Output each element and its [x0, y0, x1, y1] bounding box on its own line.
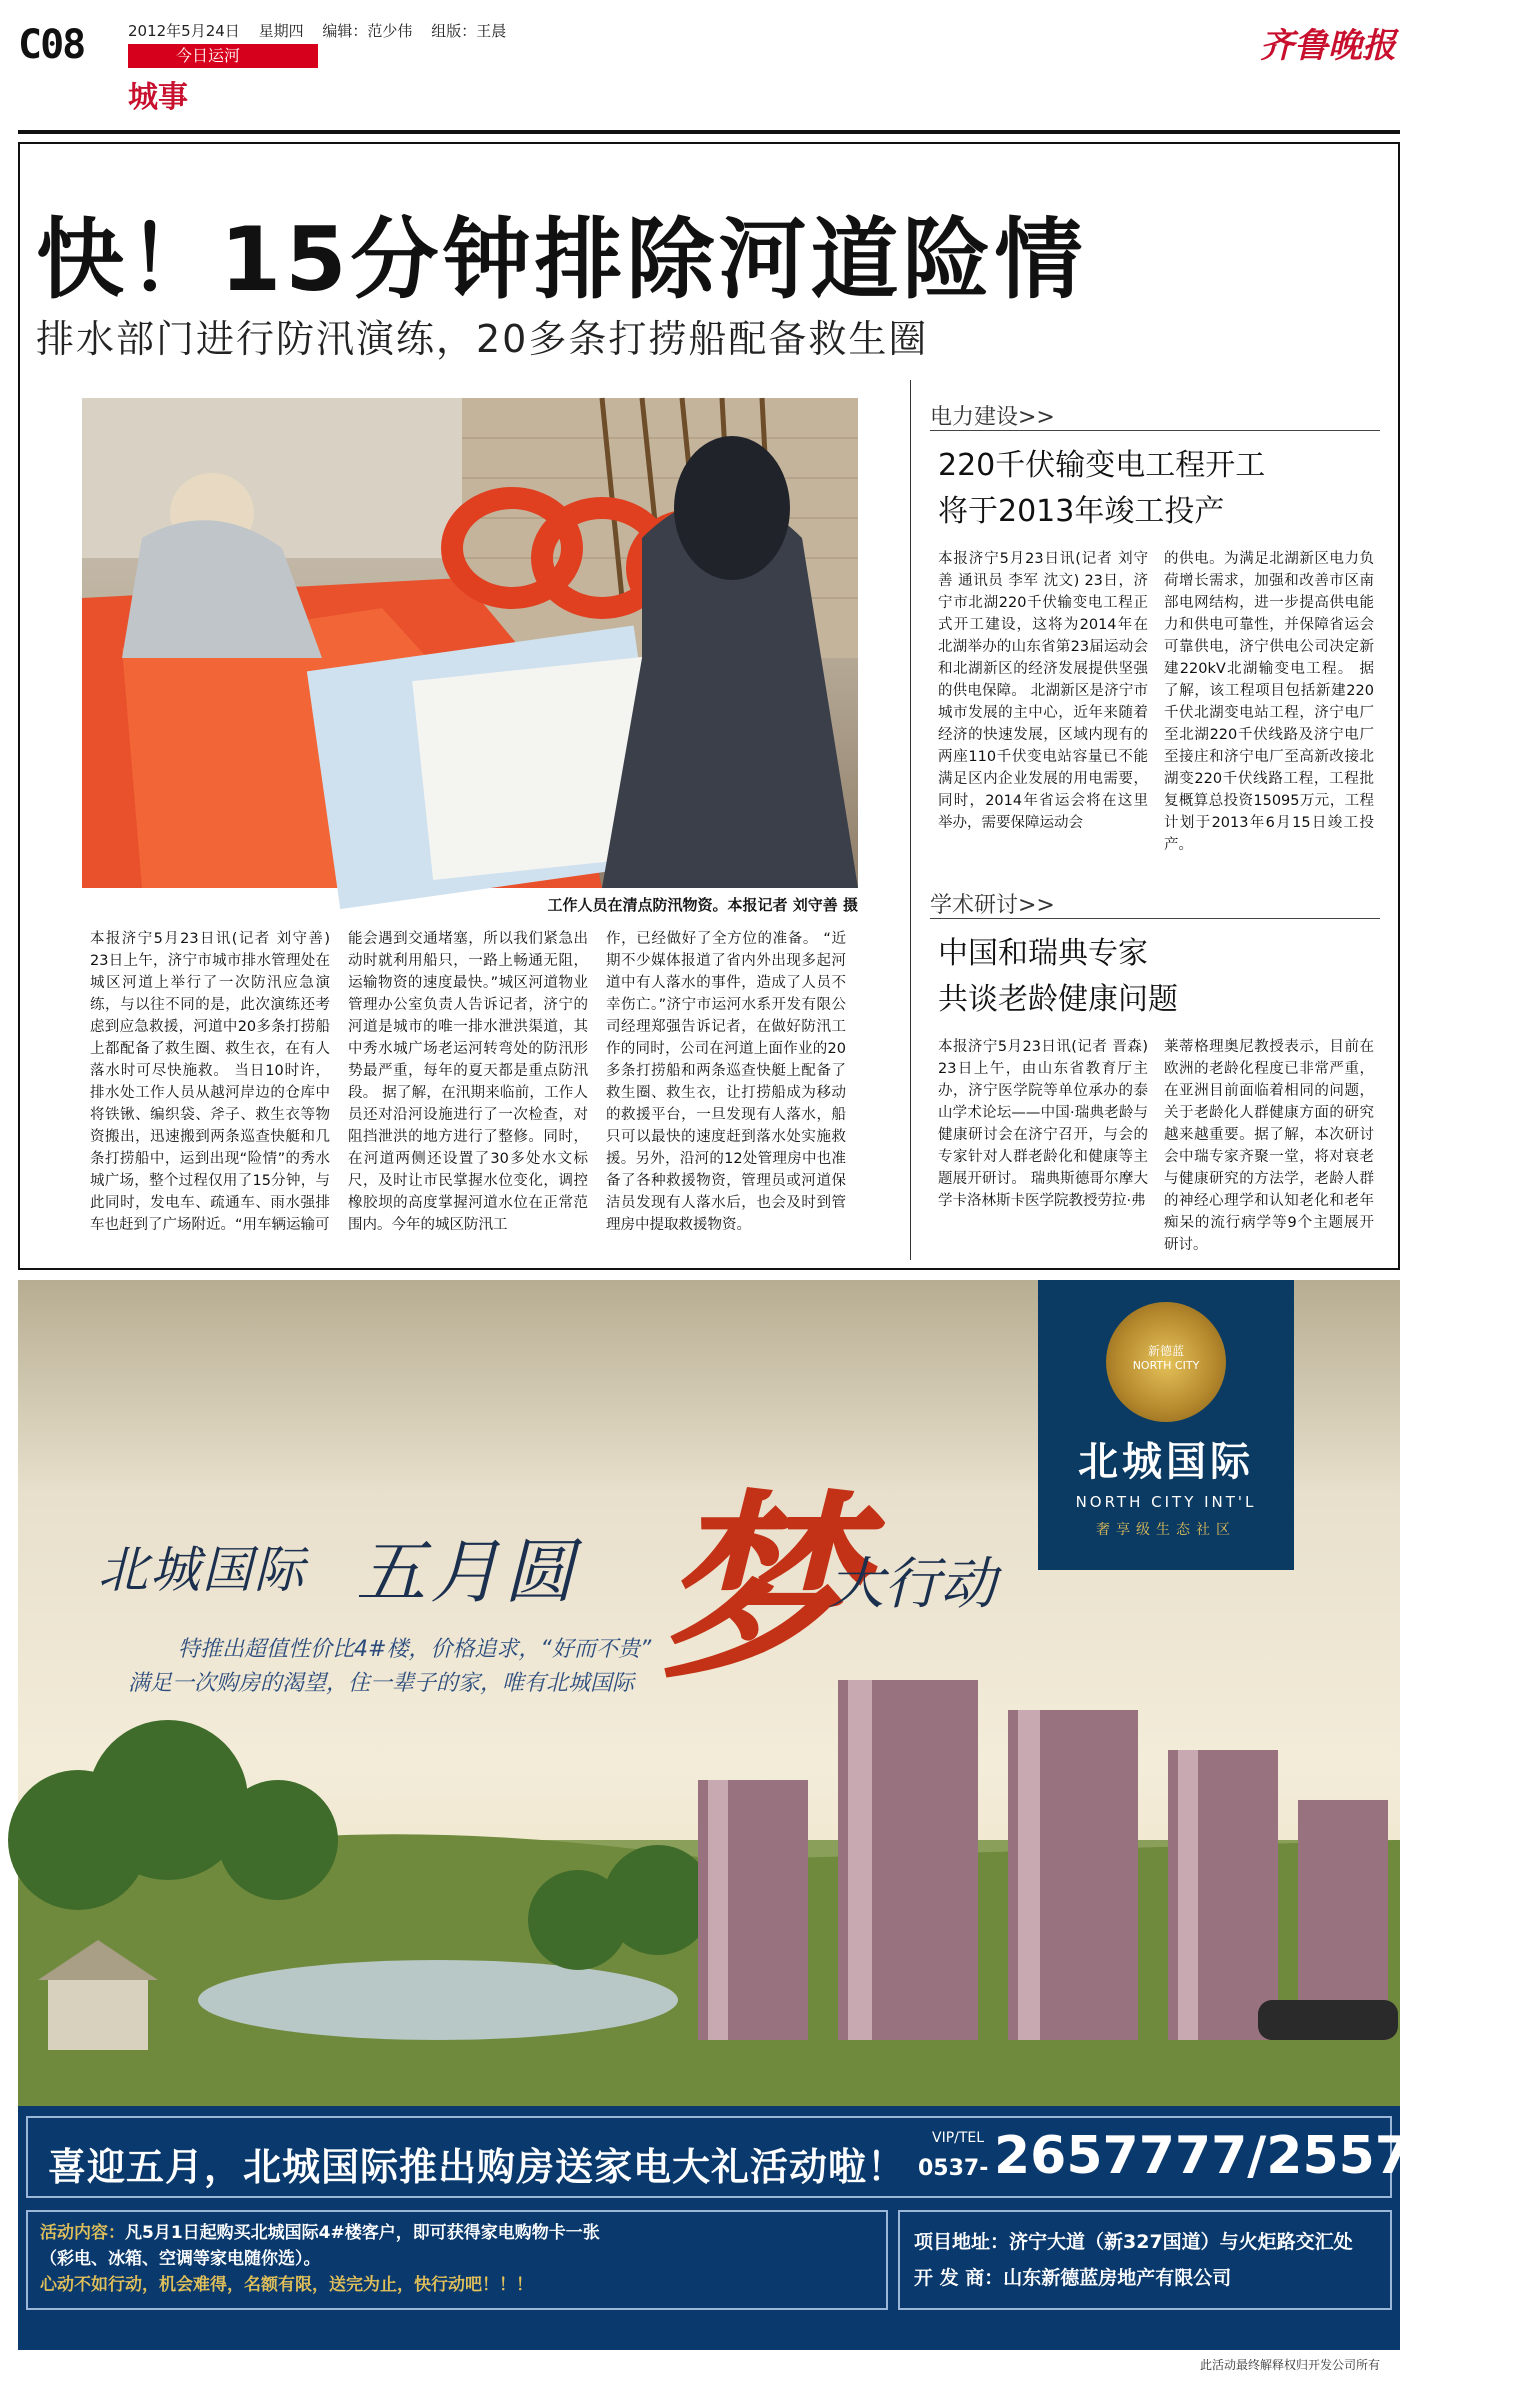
slogan-dream: 梦	[658, 1472, 859, 1707]
brand-tagline: 奢享级生态社区	[1096, 1522, 1236, 1538]
power-title-2: 将于2013年竣工投产	[938, 494, 1225, 529]
vip-label: VIP/TEL	[932, 2130, 985, 2146]
lead-column-2: 能会遇到交通堵塞，所以我们紧急出动时就利用船只，一路上畅通无阻，运输物资的速度最快。”城区河道物业管理办公室负责人告诉记者，济宁的河道是城市的唯一排水泄洪渠道，其中秀水城广场老运河转弯处的防汛形势最严重，每年的夏天都是重点防汛段。 据了解，在汛期来临前，工作人员还对沿河设施进行了一次检查，对阻挡泄洪的地方进行了整修。同时，在河道两侧还设置了30多处水文标尺，及时让市民掌握水位变化，调控橡胶坝的高度掌握河道水位在正常范围内。今年的城区防汛工	[348, 931, 588, 1233]
power-rule	[930, 430, 1380, 431]
section-tag: 今日运河	[128, 44, 318, 68]
editor-credit: 编辑：范少伟	[322, 22, 413, 40]
lead-column-1: 本报济宁5月23日讯(记者 刘守善) 23日上午，济宁市城市排水管理处在城区河道上举行了一次防汛应急演练，与以往不同的是，此次演练还考虑到应急救援，河道中20多条打捞船上都配备了救生圈、救生衣，在有人落水时可尽快施救。 当日10时许，排水处工作人员从越河岸边的仓库中将铁锹、编织袋、斧子、救生衣等物资搬出，迅速搬到两条巡查快艇和几条打捞船中，运到出现“险情”的秀水城广场，整个过程仅用了15分钟，与此同时，发电车、疏通车、雨水强排车也赶到了广场附近。“用车辆运输可	[90, 931, 330, 1233]
ad-disclaimer: 此活动最终解释权归开发公司所有	[1200, 2358, 1381, 2372]
ad-line-2: 满足一次购房的渴望，住一辈子的家，唯有北城国际	[128, 1671, 635, 1696]
lead-headline: 快！15分钟排除河道险情	[36, 208, 1087, 311]
activity-box	[26, 2210, 888, 2310]
photo-illustration	[82, 398, 858, 888]
photo-caption: 工作人员在清点防汛物资。本报记者 刘守善 摄	[547, 896, 858, 914]
academic-title-2: 共谈老龄健康问题	[938, 982, 1178, 1017]
emblem-cn: 新德蓝	[1147, 1344, 1184, 1358]
academic-kicker: 学术研讨>>	[930, 893, 1055, 918]
issue-weekday: 星期四	[258, 22, 304, 40]
activity-line-1: 凡5月1日起购买北城国际4#楼客户，即可获得家电购物卡一张	[125, 2223, 600, 2243]
developer-name: 开 发 商：山东新德蓝房地产有限公司	[914, 2267, 1232, 2289]
lead-subhead: 排水部门进行防汛演练，20多条打捞船配备救生圈	[36, 317, 929, 361]
slogan-brand: 北城国际	[98, 1541, 306, 1599]
ad-info-bar	[18, 2106, 1520, 2350]
news-photo	[82, 398, 858, 888]
activity-label: 活动内容：	[40, 2223, 125, 2243]
power-column-a: 本报济宁5月23日讯(记者 刘守善 通讯员 李军 沈文) 23日，济宁市北湖220千伏输变电工程正式开工建设，这将为2014年在北湖举办的山东省第23届运动会和北湖新区的经济发展提供坚强的供电保障。 北湖新区是济宁市城市发展的主中心，近年来随着经济的快速发展，区域内现有的两座110千伏变电站容量已不能满足区内企业发展的用电需要，同时，2014年省运会将在这里举办，需要保障运动会	[938, 551, 1148, 831]
academic-column-a: 本报济宁5月23日讯(记者 晋森) 23日上午，由山东省教育厅主办，济宁医学院等单位承办的泰山学术论坛——中国·瑞典老龄与健康研讨会在济宁召开，与会的专家针对人群老龄化和健康等主题展开研讨。 瑞典斯德哥尔摩大学卡洛林斯卡医学院教授劳拉·弗	[938, 1039, 1148, 1209]
promo-banner	[26, 2116, 1520, 2198]
real-estate-ad	[18, 1280, 1520, 2350]
contact-box	[898, 2210, 1392, 2310]
academic-rule	[930, 918, 1380, 919]
lead-column-3: 作，已经做好了全方位的准备。 “近期不少媒体报道了省内外出现多起河道中有人落水的事件，造成了人员不幸伤亡。”济宁市运河水系开发有限公司经理郑强告诉记者，在做好防汛工作的同时，公司在河道上面作业的20多条打捞船和两条巡查快艇上配备了救生圈、救生衣，让打捞船成为移动的救援平台，一旦发现有人落水，船只可以最快的速度赶到落水处实施救援。另外，沿河的12处管理房中也准备了各种救援物资，管理员或河道保洁员发现有人落水后，也会及时到管理房中提取救援物资。	[606, 931, 846, 1233]
newspaper-logo: 齐鲁晚报	[1260, 26, 1396, 66]
hotline-number: 2657777/2557777	[994, 2126, 1520, 2186]
issue-info	[128, 20, 520, 41]
power-title-1: 220千伏输变电工程开工	[938, 448, 1266, 483]
slogan-action: 大行动	[828, 1552, 996, 1617]
area-code: 0537-	[918, 2156, 989, 2181]
activity-line-2: （彩电、冰箱、空调等家电随你选）。	[40, 2249, 321, 2269]
section-title: 城事	[128, 80, 188, 115]
ad-line-1: 特推出超值性价比4#楼，价格追求，“好而不贵”	[178, 1637, 652, 1662]
layout-credit: 组版：王晨	[431, 22, 507, 40]
slogan-may: 五月圆	[356, 1531, 578, 1613]
project-address: 项目地址：济宁大道（新327国道）与火炬路交汇处	[914, 2231, 1353, 2253]
page-number: C08	[18, 22, 85, 68]
brand-name-en: NORTH CITY INT'L	[1075, 1493, 1257, 1511]
header-rule	[18, 130, 1400, 134]
power-column-b: 的供电。为满足北湖新区电力负荷增长需求，加强和改善市区南部电网结构，进一步提高供电能力和供电可靠性，并保障省运会可靠供电，济宁供电公司决定新建220kV北湖输变电工程。 据了解，该工程项目包括新建220千伏北湖变电站工程，济宁电厂至北湖220千伏线路及济宁电厂至接庄和济宁电厂至高新改接北湖变220千伏线路工程，工程批复概算总投资15095万元，工程计划于2013年6月15日竣工投产。	[1164, 551, 1374, 853]
issue-date: 2012年5月24日	[128, 22, 240, 40]
emblem-en: NORTH CITY	[1132, 1359, 1200, 1372]
brand-logo-panel	[1038, 1280, 1294, 1570]
power-kicker: 电力建设>>	[930, 405, 1055, 430]
promo-headline: 喜迎五月，北城国际推出购房送家电大礼活动啦！	[48, 2145, 907, 2189]
activity-line-3: 心动不如行动，机会难得，名额有限，送完为止，快行动吧！！！	[40, 2275, 533, 2295]
brand-emblem-icon	[1106, 1302, 1226, 1422]
academic-column-b: 莱蒂格理奥尼教授表示，目前在欧洲的老龄化程度已非常严重，在亚洲目前面临着相同的问题，关于老龄化人群健康方面的研究越来越重要。据了解，本次研讨会中瑞专家齐聚一堂，将对衰老与健康研究的方法学，老龄人群的神经心理学和认知老化和老年痴呆的流行病学等9个主题展开研讨。	[1164, 1039, 1374, 1253]
column-divider	[910, 380, 911, 1260]
brand-name-cn: 北城国际	[1078, 1439, 1254, 1485]
academic-title-1: 中国和瑞典专家	[938, 936, 1148, 971]
